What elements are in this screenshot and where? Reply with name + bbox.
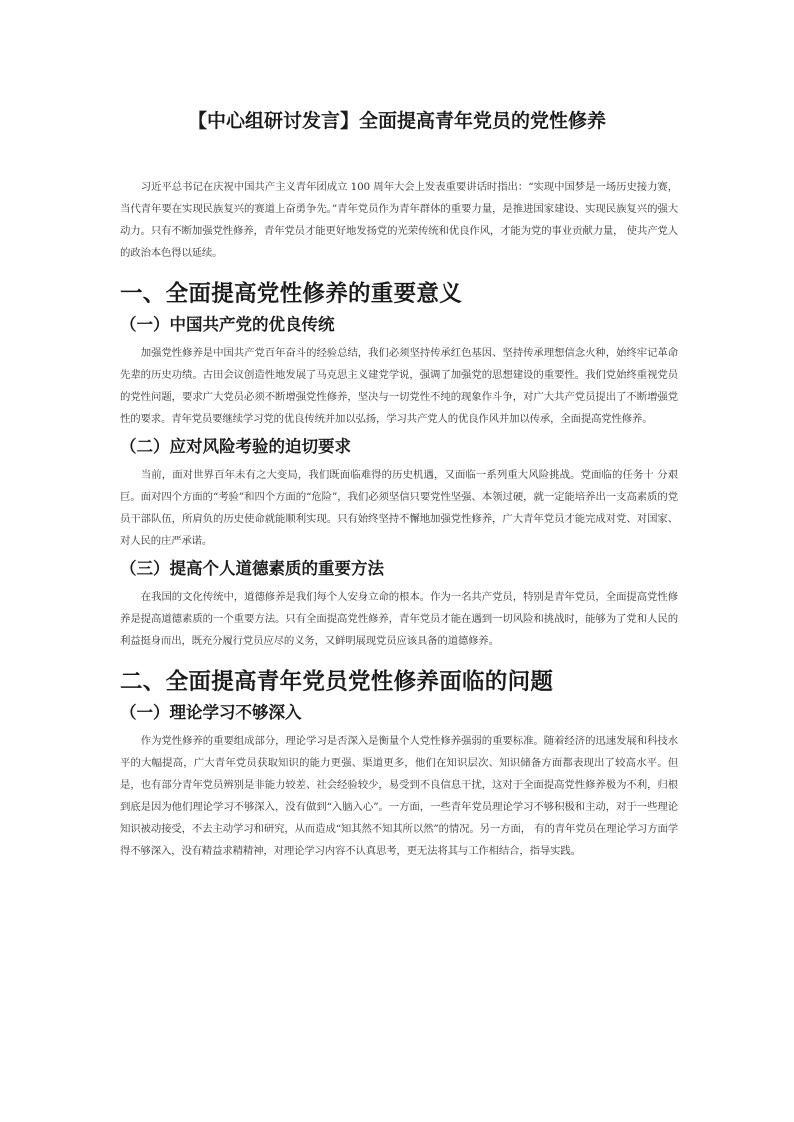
paragraph-1-1: 加强党性修养是中国共产党百年奋斗的经验总结，我们必须坚持传承红色基因、坚持传承理想信念火种，始终牢记革命先辈的历史功绩。古田会议创造性地发展了马克思主义建党学说，强调了加强党的思想建设的重要性。我们党始终重视党员的党性问题，要求广大党员必须不断增强党性修养，坚决与一切党性不纯的现象作斗争，对广大共产党员提出了不断增强党性的要求。青年党员要继续学习党的优良传统并加以弘扬，学习共产党人的优良作风并加以传承，全面提高党性修养。 (120, 347, 678, 425)
subsection-heading-1-1: （一）中国共产党的优良传统 (120, 315, 335, 334)
intro-paragraph: 习近平总书记在庆祝中国共产主义青年团成立 100 周年大会上发表重要讲话时指出：“实现中国梦是一场历史接力赛，当代青年要在实现民族复兴的赛道上奋勇争先。”青年党员作为青年群体的重要力量，是推进国家建设、实现民族复兴的强大动力。只有不断加强党性修养，青年党员才能更好地发扬党的光荣传统和优良作风，才能为党的事业贡献力量， 使共产党人的政治本色得以延续。 (120, 181, 678, 259)
paragraph-1-3: 在我国的文化传统中，道德修养是我们每个人安身立命的根本。作为一名共产党员，特别是青年党员，全面提高党性修养是提高道德素质的一个重要方法。只有全面提高党性修养，青年党员才能在遇到一切风险和挑战时，能够为了党和人民的利益挺身而出，既充分履行党员应尽的义务，又鲜明展现党员应该具备的道德修养。 (120, 591, 678, 647)
paragraph-1-2: 当前，面对世界百年未有之大变局，我们既面临难得的历史机遇，又面临一系列重大风险挑战。党面临的任务十 分艰巨。面对四个方面的“考验”和四个方面的“危险”，我们必须坚信只要党性坚强、本领过硬，就一定能培养出一支高素质的党员干部队伍，所肩负的历史使命就能顺利实现。只有始终坚持不懈地加强党性修养，广大青年党员才能完成对党、对国家、对人民的庄严承诺。 (120, 469, 678, 547)
document-title: 【中心组研讨发言】全面提高青年党员的党性修养 (187, 110, 606, 132)
subsection-heading-1-2: （二）应对风险考验的迫切要求 (120, 437, 351, 456)
section-heading-2: 二、全面提高青年党员党性修养面临的问题 (120, 669, 554, 695)
document-body (120, 176, 678, 862)
paragraph-2-1: 作为党性修养的重要组成部分，理论学习是否深入是衡量个人党性修养强弱的重要标准。随着经济的迅速发展和科技水平的大幅提高，广大青年党员获取知识的能力更强、渠道更多，他们在知识层次、知识储备方面都表现出了较高水平。但是，也有部分青年党员辨别是非能力较差、社会经验较少，易受到不良信息干扰，这对于全面提高党性修养极为不利，归根到底是因为他们理论学习不够深入，没有做到“入脑入心”。一方面，一些青年党员理论学习不够积极和主动，对于一些理论知识被动接受，不去主动学习和研究，从而造成“知其然不知其所以然”的情况。另一方面， 有的青年党员在理论学习方面学得不够深入，没有精益求精精神，对理论学习内容不认真思考，更无法将其与工作相结合，指导实践。 (120, 735, 678, 857)
section-heading-1: 一、全面提高党性修养的重要意义 (120, 281, 463, 307)
subsection-heading-1-3: （三）提高个人道德素质的重要方法 (120, 559, 384, 578)
subsection-heading-2-1: （一）理论学习不够深入 (120, 703, 302, 722)
